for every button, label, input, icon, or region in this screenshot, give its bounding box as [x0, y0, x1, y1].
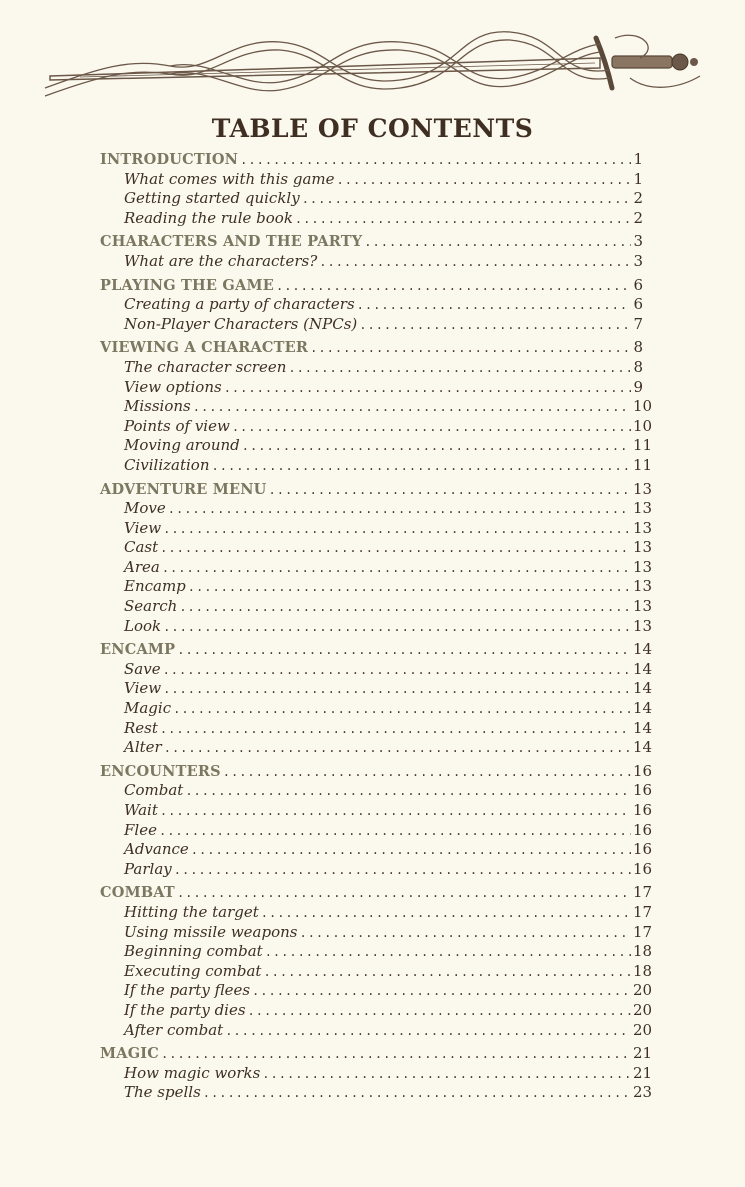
page-number: 13 — [633, 597, 653, 616]
page-number: 11 — [633, 436, 653, 455]
dot-leader — [295, 212, 631, 226]
entry-title: Area — [124, 557, 160, 576]
dot-leader — [163, 682, 631, 696]
toc-entry — [100, 455, 653, 476]
dot-leader — [248, 1004, 631, 1018]
toc-entry — [100, 295, 643, 315]
entry-title: ENCOUNTERS — [100, 762, 221, 780]
toc-entry — [100, 378, 643, 398]
entry-title: Beginning combat — [124, 942, 263, 961]
page-number: 1 — [633, 150, 643, 168]
dot-leader — [262, 1067, 631, 1081]
toc-entry — [100, 1000, 653, 1021]
page-number: 16 — [633, 859, 653, 878]
page-number: 20 — [633, 1020, 653, 1039]
entry-title: Points of view — [124, 416, 230, 435]
dot-leader — [359, 318, 631, 332]
toc-entry — [100, 922, 653, 943]
dot-leader — [160, 722, 631, 736]
entry-title: Cast — [124, 538, 159, 557]
entry-title: VIEWING A CHARACTER — [100, 339, 309, 357]
page-number: 16 — [633, 781, 653, 800]
entry-title: Rest — [124, 718, 158, 737]
page-number: 3 — [633, 251, 643, 270]
dot-leader — [163, 620, 631, 634]
toc-entry — [100, 358, 643, 378]
section-heading — [100, 761, 653, 782]
toc-entry — [100, 659, 653, 680]
toc-entry — [100, 699, 653, 719]
entry-title: ADVENTURE MENU — [100, 480, 267, 498]
section-heading — [100, 276, 643, 296]
entry-title: Combat — [124, 781, 184, 800]
entry-title: View options — [124, 377, 222, 396]
entry-title: View — [124, 518, 162, 537]
toc-entry — [100, 577, 653, 597]
dot-leader — [276, 279, 631, 293]
toc-entry — [100, 189, 643, 209]
section-heading — [100, 338, 643, 358]
entry-title: PLAYING THE GAME — [100, 276, 274, 294]
toc-entry — [100, 597, 653, 617]
toc-entry — [100, 801, 653, 821]
toc-entry — [100, 942, 653, 962]
dot-leader — [364, 235, 631, 249]
dot-leader — [240, 153, 631, 167]
toc-entry — [100, 315, 643, 335]
toc-entry — [100, 436, 653, 456]
toc-section-combat — [100, 883, 653, 1040]
page-number: 16 — [633, 761, 653, 780]
dot-leader — [162, 561, 631, 575]
dot-leader — [269, 483, 631, 497]
dot-leader — [310, 341, 631, 355]
toc-section-encamp — [100, 640, 653, 758]
toc-entry — [100, 416, 653, 437]
entry-title: View — [124, 679, 162, 698]
entry-title: Wait — [124, 801, 158, 819]
entry-title: What are the characters? — [124, 251, 318, 270]
entry-title: Non-Player Characters (NPCs) — [124, 314, 358, 333]
dot-leader — [302, 192, 631, 206]
entry-title: The spells — [124, 1083, 201, 1102]
toc-entry — [100, 961, 653, 982]
entry-title: Save — [124, 659, 161, 678]
dot-leader — [252, 984, 631, 998]
page-number: 16 — [633, 840, 653, 859]
toc-entry — [100, 781, 653, 801]
dot-leader — [225, 1024, 631, 1038]
page-number: 17 — [633, 902, 653, 921]
entry-title: If the party flees — [124, 981, 251, 1000]
entry-title: Magic — [124, 699, 172, 718]
page-number: 13 — [633, 538, 653, 557]
page-number: 6 — [633, 275, 643, 294]
dot-leader — [188, 580, 631, 594]
dot-leader — [288, 361, 631, 375]
toc-section-magic — [100, 1044, 653, 1103]
page-number: 16 — [633, 801, 653, 819]
page-number: 14 — [633, 659, 653, 678]
entry-title: COMBAT — [100, 884, 175, 902]
toc-entry — [100, 518, 653, 539]
entry-title: Encamp — [124, 577, 186, 596]
entry-title: MAGIC — [100, 1045, 160, 1063]
toc-entry — [100, 1083, 653, 1103]
dot-leader — [174, 863, 631, 877]
dot-leader — [299, 926, 631, 940]
dot-leader — [319, 255, 631, 269]
dot-leader — [163, 522, 631, 536]
entry-title: Alter — [124, 738, 162, 757]
dot-leader — [193, 400, 631, 414]
toc-entry — [100, 820, 653, 841]
dot-leader — [261, 906, 631, 920]
toc-entry — [100, 840, 653, 860]
toc-section-characters-and-the-party — [100, 232, 643, 271]
page-number: 10 — [633, 416, 653, 435]
entry-title: Executing combat — [124, 961, 262, 980]
page-number: 13 — [633, 577, 653, 596]
entry-title: Look — [124, 616, 162, 635]
toc-entry — [100, 981, 653, 1001]
dot-leader — [223, 765, 631, 779]
page-number: 1 — [633, 169, 643, 188]
page-number: 6 — [633, 295, 643, 314]
toc-section-viewing-a-character — [100, 338, 653, 475]
toc-entry — [100, 902, 653, 923]
section-heading — [100, 883, 653, 903]
entry-title: How magic works — [124, 1063, 261, 1082]
entry-title: INTRODUCTION — [100, 151, 239, 168]
toc-entry — [100, 679, 653, 699]
page-number: 8 — [633, 338, 643, 357]
page-number: 17 — [633, 883, 653, 902]
entry-title: The character screen — [124, 357, 287, 376]
dot-leader — [265, 945, 631, 959]
toc-entry — [100, 252, 643, 272]
entry-title: ENCAMP — [100, 641, 176, 659]
page-number: 21 — [633, 1063, 653, 1082]
toc-entry — [100, 209, 643, 229]
section-heading — [100, 150, 643, 170]
dot-leader — [161, 1047, 631, 1061]
dot-leader — [185, 784, 631, 798]
dot-leader — [160, 541, 631, 555]
section-heading — [100, 479, 653, 500]
page-number: 3 — [633, 232, 643, 251]
dot-leader — [160, 804, 631, 818]
page-number: 21 — [633, 1044, 653, 1063]
toc-section-introduction — [100, 150, 643, 228]
toc-section-adventure-menu — [100, 479, 653, 637]
page-number: 14 — [633, 738, 653, 757]
page-number: 14 — [633, 699, 653, 718]
page-number: 13 — [633, 518, 653, 537]
entry-title: Civilization — [124, 455, 210, 474]
entry-title: Using missile weapons — [124, 922, 298, 941]
toc-entry — [100, 499, 653, 519]
page-number: 14 — [633, 640, 653, 659]
dot-leader — [173, 702, 631, 716]
dot-leader — [191, 843, 631, 857]
section-heading — [100, 1044, 653, 1064]
page-number: 2 — [633, 189, 643, 208]
entry-title: Flee — [124, 820, 157, 839]
page-number: 14 — [633, 718, 653, 737]
dot-leader — [263, 965, 631, 979]
entry-title: After combat — [124, 1020, 224, 1039]
page-number: 20 — [633, 981, 653, 1000]
entry-title: Missions — [124, 397, 191, 416]
dot-leader — [164, 741, 631, 755]
entry-title: Hitting the target — [124, 902, 259, 921]
dot-leader — [212, 459, 631, 473]
entry-title: Search — [124, 597, 178, 616]
dot-leader — [168, 502, 631, 516]
toc-entry — [100, 859, 653, 880]
entry-title: Advance — [124, 840, 189, 859]
page-number: 23 — [633, 1083, 653, 1102]
entry-title: If the party dies — [124, 1000, 246, 1019]
dot-leader — [177, 886, 631, 900]
entry-title: CHARACTERS AND THE PARTY — [100, 233, 363, 251]
entry-title: Getting started quickly — [124, 189, 300, 208]
toc-entry — [100, 397, 653, 417]
toc-entry — [100, 738, 653, 758]
dot-leader — [163, 663, 631, 677]
toc-entry — [100, 616, 653, 637]
toc-entry — [100, 1020, 653, 1041]
dot-leader — [337, 173, 631, 187]
section-heading — [100, 640, 653, 660]
dot-leader — [224, 381, 631, 395]
toc-entry — [100, 538, 653, 558]
page-number: 14 — [633, 679, 653, 698]
page-number: 8 — [633, 357, 643, 376]
page-number: 7 — [633, 314, 643, 333]
toc-entry — [100, 170, 643, 190]
page-number: 17 — [633, 922, 653, 941]
entry-title: Move — [124, 499, 166, 518]
dot-leader — [177, 643, 631, 657]
page-number: 9 — [633, 377, 643, 396]
dot-leader — [179, 600, 631, 614]
page-number: 10 — [633, 397, 653, 416]
toc-entry — [100, 718, 653, 739]
page-number: 13 — [633, 499, 653, 518]
entry-title: Creating a party of characters — [124, 295, 355, 314]
page-title: TABLE OF CONTENTS — [211, 114, 534, 143]
entry-title: Moving around — [124, 436, 240, 455]
dot-leader — [357, 298, 631, 312]
dot-leader — [203, 1086, 631, 1100]
entry-title: Reading the rule book — [124, 208, 293, 227]
entry-title: Parlay — [124, 859, 172, 878]
page-number: 18 — [633, 961, 653, 980]
page-number: 18 — [633, 942, 653, 961]
table-of-contents — [100, 150, 653, 1107]
section-heading — [100, 232, 643, 252]
entry-title: What comes with this game — [124, 169, 335, 188]
dot-leader — [159, 824, 631, 838]
page-number: 13 — [633, 616, 653, 635]
page-number: 20 — [633, 1000, 653, 1019]
page-number: 11 — [633, 455, 653, 474]
toc-section-encounters — [100, 761, 653, 880]
dot-leader — [232, 420, 631, 434]
sword-with-ribbon-icon — [40, 18, 720, 98]
page-number: 13 — [633, 557, 653, 576]
toc-entry — [100, 557, 653, 578]
dot-leader — [242, 439, 631, 453]
page-number: 13 — [633, 479, 653, 498]
toc-entry — [100, 1063, 653, 1084]
toc-section-playing-the-game — [100, 276, 643, 335]
page-number: 16 — [633, 820, 653, 839]
page-number: 2 — [633, 208, 643, 227]
